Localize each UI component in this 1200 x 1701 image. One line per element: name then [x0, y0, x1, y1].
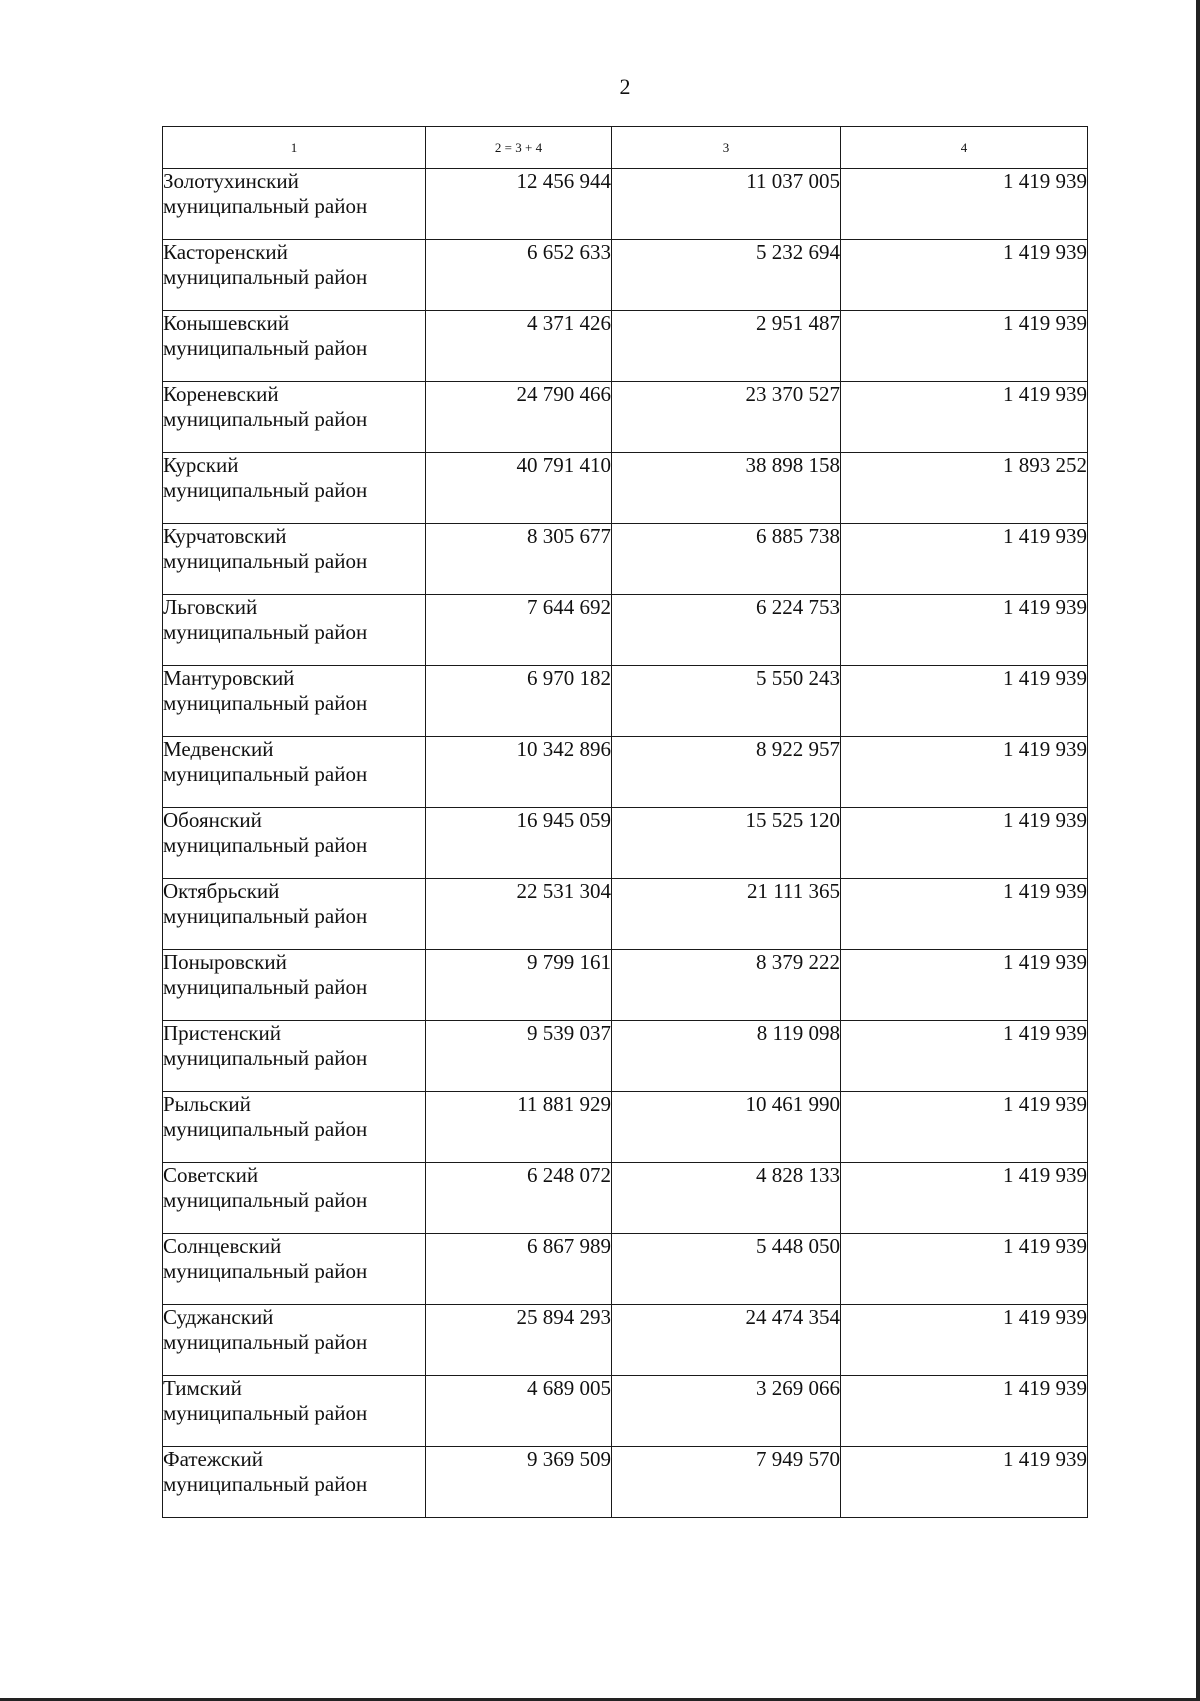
table-row: [163, 1092, 1088, 1163]
col3-value-cell: 4 828 133: [612, 1163, 841, 1234]
district-name-line2: муниципальный район: [163, 1401, 368, 1425]
col4-value-cell: 1 419 939: [841, 595, 1088, 666]
col3-value-cell: 7 949 570: [612, 1447, 841, 1518]
table-header-row: [163, 127, 1088, 169]
district-name-line2: муниципальный район: [163, 407, 368, 431]
district-name-cell: [163, 524, 426, 595]
col4-value-cell: 1 419 939: [841, 1447, 1088, 1518]
total-value-cell: 24 790 466: [426, 382, 612, 453]
table-row: [163, 595, 1088, 666]
col3-value-cell: 15 525 120: [612, 808, 841, 879]
table-body: [163, 169, 1088, 1518]
header-col-1: 1: [163, 127, 426, 169]
district-name-line1: Курчатовский: [163, 524, 287, 548]
district-name-line2: муниципальный район: [163, 762, 368, 786]
district-name-cell: [163, 1092, 426, 1163]
total-value-cell: 6 970 182: [426, 666, 612, 737]
district-name-cell: [163, 1021, 426, 1092]
district-name-line2: муниципальный район: [163, 1330, 368, 1354]
total-value-cell: 6 652 633: [426, 240, 612, 311]
district-name-line1: Кореневский: [163, 382, 279, 406]
table-row: [163, 1447, 1088, 1518]
district-name-cell: [163, 1163, 426, 1234]
district-name-cell: [163, 1376, 426, 1447]
col3-value-cell: 38 898 158: [612, 453, 841, 524]
district-name-cell: [163, 879, 426, 950]
district-name-cell: [163, 1234, 426, 1305]
col4-value-cell: 1 419 939: [841, 1305, 1088, 1376]
district-name-line2: муниципальный район: [163, 549, 368, 573]
district-name-line1: Рыльский: [163, 1092, 251, 1116]
district-name-line1: Суджанский: [163, 1305, 274, 1329]
col3-value-cell: 21 111 365: [612, 879, 841, 950]
district-name-line1: Советский: [163, 1163, 259, 1187]
total-value-cell: 4 689 005: [426, 1376, 612, 1447]
col4-value-cell: 1 419 939: [841, 1021, 1088, 1092]
col3-value-cell: 5 448 050: [612, 1234, 841, 1305]
col4-value-cell: 1 419 939: [841, 240, 1088, 311]
col4-value-cell: 1 419 939: [841, 737, 1088, 808]
col4-value-cell: 1 419 939: [841, 950, 1088, 1021]
total-value-cell: 12 456 944: [426, 169, 612, 240]
total-value-cell: 40 791 410: [426, 453, 612, 524]
col4-value-cell: 1 419 939: [841, 1234, 1088, 1305]
table-row: [163, 666, 1088, 737]
total-value-cell: 9 539 037: [426, 1021, 612, 1092]
district-name-line2: муниципальный район: [163, 265, 368, 289]
district-name-line2: муниципальный район: [163, 1472, 368, 1496]
district-name-line1: Солнцевский: [163, 1234, 282, 1258]
district-name-line2: муниципальный район: [163, 833, 368, 857]
district-name-line1: Золотухинский: [163, 169, 299, 193]
total-value-cell: 22 531 304: [426, 879, 612, 950]
table-row: [163, 737, 1088, 808]
table-row: [163, 382, 1088, 453]
col3-value-cell: 23 370 527: [612, 382, 841, 453]
header-col-3: 3: [612, 127, 841, 169]
table-row: [163, 453, 1088, 524]
district-name-line2: муниципальный район: [163, 194, 368, 218]
header-col-4: 4: [841, 127, 1088, 169]
total-value-cell: 16 945 059: [426, 808, 612, 879]
district-name-cell: [163, 595, 426, 666]
col3-value-cell: 6 224 753: [612, 595, 841, 666]
table-row: [163, 950, 1088, 1021]
district-name-line1: Медвенский: [163, 737, 274, 761]
district-name-line1: Тимский: [163, 1376, 242, 1400]
district-name-line2: муниципальный район: [163, 620, 368, 644]
district-name-cell: [163, 808, 426, 879]
header-col-2: 2 = 3 + 4: [426, 127, 612, 169]
col4-value-cell: 1 419 939: [841, 382, 1088, 453]
col4-value-cell: 1 893 252: [841, 453, 1088, 524]
district-name-line2: муниципальный район: [163, 478, 368, 502]
table-row: [163, 311, 1088, 382]
total-value-cell: 9 799 161: [426, 950, 612, 1021]
district-name-cell: [163, 169, 426, 240]
col3-value-cell: 8 379 222: [612, 950, 841, 1021]
district-name-cell: [163, 666, 426, 737]
col3-value-cell: 11 037 005: [612, 169, 841, 240]
district-name-cell: [163, 453, 426, 524]
col4-value-cell: 1 419 939: [841, 808, 1088, 879]
district-name-line1: Фатежский: [163, 1447, 263, 1471]
scan-edge-right: [1196, 0, 1200, 1701]
table-row: [163, 1234, 1088, 1305]
district-name-cell: [163, 737, 426, 808]
district-name-line1: Касторенский: [163, 240, 288, 264]
district-name-line2: муниципальный район: [163, 1259, 368, 1283]
col4-value-cell: 1 419 939: [841, 169, 1088, 240]
col3-value-cell: 5 550 243: [612, 666, 841, 737]
district-name-line1: Льговский: [163, 595, 258, 619]
total-value-cell: 7 644 692: [426, 595, 612, 666]
col3-value-cell: 6 885 738: [612, 524, 841, 595]
table-row: [163, 524, 1088, 595]
total-value-cell: 8 305 677: [426, 524, 612, 595]
page-number: 2: [619, 74, 631, 99]
district-name-line1: Обоянский: [163, 808, 262, 832]
col4-value-cell: 1 419 939: [841, 1163, 1088, 1234]
col4-value-cell: 1 419 939: [841, 524, 1088, 595]
col3-value-cell: 10 461 990: [612, 1092, 841, 1163]
table-row: [163, 169, 1088, 240]
district-name-line2: муниципальный район: [163, 975, 368, 999]
table-row: [163, 808, 1088, 879]
table-row: [163, 879, 1088, 950]
col4-value-cell: 1 419 939: [841, 1092, 1088, 1163]
table-row: [163, 1305, 1088, 1376]
total-value-cell: 11 881 929: [426, 1092, 612, 1163]
district-name-cell: [163, 311, 426, 382]
col3-value-cell: 24 474 354: [612, 1305, 841, 1376]
total-value-cell: 10 342 896: [426, 737, 612, 808]
district-name-line2: муниципальный район: [163, 336, 368, 360]
district-name-line2: муниципальный район: [163, 1188, 368, 1212]
col3-value-cell: 2 951 487: [612, 311, 841, 382]
district-name-cell: [163, 1305, 426, 1376]
district-name-line1: Мантуровский: [163, 666, 295, 690]
district-name-line2: муниципальный район: [163, 1046, 368, 1070]
col3-value-cell: 5 232 694: [612, 240, 841, 311]
data-table: [162, 126, 1088, 1518]
table-row: [163, 1163, 1088, 1234]
total-value-cell: 4 371 426: [426, 311, 612, 382]
total-value-cell: 25 894 293: [426, 1305, 612, 1376]
district-name-cell: [163, 240, 426, 311]
col4-value-cell: 1 419 939: [841, 311, 1088, 382]
table-row: [163, 1376, 1088, 1447]
district-name-line1: Пристенский: [163, 1021, 281, 1045]
table-row: [163, 240, 1088, 311]
col4-value-cell: 1 419 939: [841, 1376, 1088, 1447]
district-name-line2: муниципальный район: [163, 691, 368, 715]
total-value-cell: 6 867 989: [426, 1234, 612, 1305]
col3-value-cell: 8 922 957: [612, 737, 841, 808]
col4-value-cell: 1 419 939: [841, 666, 1088, 737]
district-name-cell: [163, 382, 426, 453]
total-value-cell: 6 248 072: [426, 1163, 612, 1234]
district-name-line1: Курский: [163, 453, 239, 477]
district-name-line2: муниципальный район: [163, 904, 368, 928]
district-name-cell: [163, 1447, 426, 1518]
col3-value-cell: 8 119 098: [612, 1021, 841, 1092]
district-name-line2: муниципальный район: [163, 1117, 368, 1141]
district-name-cell: [163, 950, 426, 1021]
col3-value-cell: 3 269 066: [612, 1376, 841, 1447]
col4-value-cell: 1 419 939: [841, 879, 1088, 950]
district-name-line1: Поныровский: [163, 950, 287, 974]
district-name-line1: Октябрьский: [163, 879, 280, 903]
district-name-line1: Конышевский: [163, 311, 290, 335]
total-value-cell: 9 369 509: [426, 1447, 612, 1518]
table-row: [163, 1021, 1088, 1092]
